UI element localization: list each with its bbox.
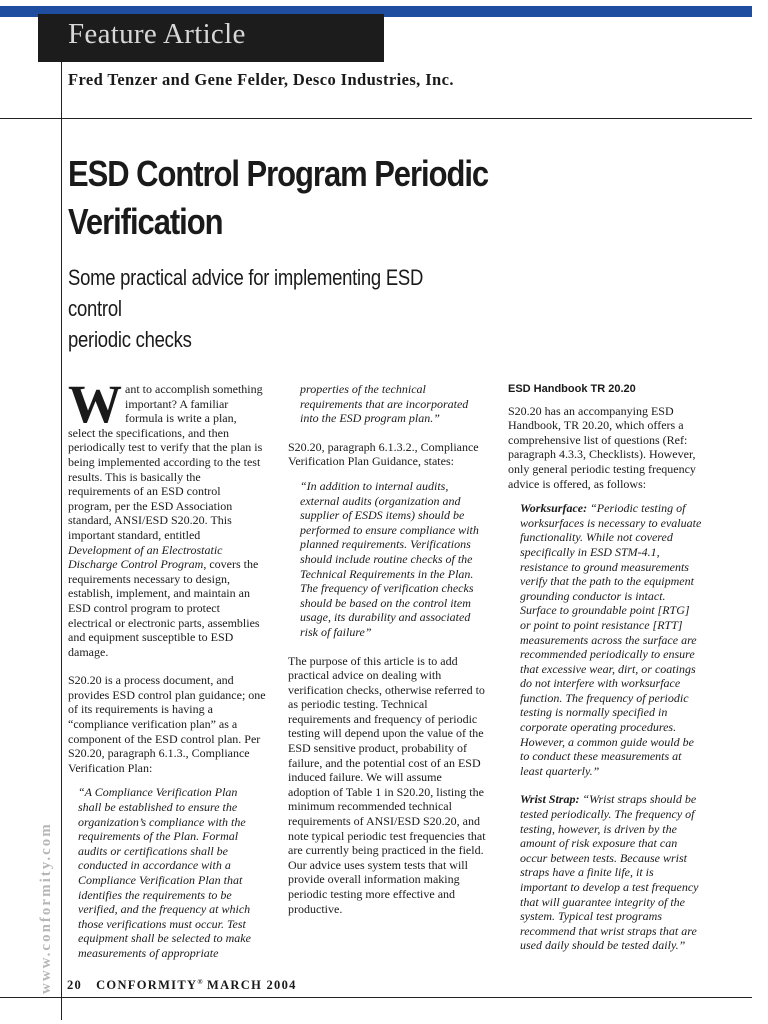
column-3 xyxy=(508,382,706,967)
block-quote: “In addition to internal audits, external audits (organization and supplier of ESDS items) should be performed to ensure compliance with planned requirements. Verifications should include routine checks of the Technical Requirements in the Plan. The frequency of verification checks should be based on the control item usage, its durability and associated risk of failure” xyxy=(300,478,479,639)
title-line-2: Verification xyxy=(68,201,223,242)
article-subtitle xyxy=(68,262,463,355)
intro-paragraph: Want to accomplish something important? A familiar formula is write a plan, select the specifications, and then periodically test to verify that the plan is being implemented according to the test results. This is basically the requirements of an ESD control program, per the ESD Association standard, ANSI/ESD S20.20. This important standard, entitled Development of an Electrostatic Discharge Control Program, covers the requirements necessary to design, establish, implement, and maintain an ESD control program to protect electrical or electronic parts, assemblies and equipment susceptible to ESD damage. xyxy=(68,374,263,659)
section-label: Feature Article xyxy=(68,18,246,50)
section-tag xyxy=(38,14,384,62)
page-footer xyxy=(67,978,297,993)
worksurface-quote: Worksurface: “Periodic testing of worksurfaces is necessary to evaluate functionality. While not covered specifically in ESD STM-4.1, resistance to ground measurements verify that the path to the equipment grounding conductor is intact. Surface to groundable point [RTG] or point to point resistance [RTT] measurements across the surface are recommended periodically to ensure that excessive wear, dirt, or coatings do not interfere with worksurface function. The frequency of periodic testing is normally specified in corporate operating procedures. However, a common guide would be to conduct these measurements at least quarterly.” xyxy=(520,501,702,778)
column-2 xyxy=(288,382,486,930)
body-paragraph: S20.20, paragraph 6.1.3.2., Compliance Verification Plan Guidance, states: xyxy=(288,439,479,469)
footer-rule xyxy=(0,997,752,998)
left-rule xyxy=(61,62,62,1020)
title-line-1: ESD Control Program Periodic xyxy=(68,153,489,194)
column-1 xyxy=(68,374,266,961)
article-title xyxy=(68,150,498,246)
website-sidebar-text: www.conformity.com xyxy=(38,822,54,994)
magazine-name: CONFORMITY xyxy=(96,978,198,993)
page-number: 20 xyxy=(67,978,83,993)
wrist-strap-quote: Wrist Strap: “Wrist straps should be tested periodically. The frequency of testing, however, is driven by the amount of risk exposure that can occur between tests. Because wrist straps have a finite life, it is important to develop a test frequency that will guarantee integrity of the system. Typical test programs recommend that wrist straps that are used daily should be tested daily.” xyxy=(520,792,699,953)
drop-cap: W xyxy=(68,374,122,434)
subtitle-line-2: periodic checks xyxy=(68,327,192,352)
section-heading: ESD Handbook TR 20.20 xyxy=(508,383,636,395)
body-paragraph: S20.20 is a process document, and provides ESD control plan guidance; one of its requirements is having a “compliance verification plan” as a component of the ESD control plan. Per S20.20, paragraph 6.1.3., Compliance Verification Plan: xyxy=(68,673,266,775)
subtitle-line-1: Some practical advice for implementing ESD control xyxy=(68,265,424,321)
authors-byline: Fred Tenzer and Gene Felder, Desco Industries, Inc. xyxy=(68,70,454,89)
block-quote-continued: properties of the technical requirements that are incorporated into the ESD program plan.” xyxy=(300,382,469,426)
registered-mark: ® xyxy=(197,978,203,986)
issue-date: MARCH 2004 xyxy=(206,978,297,993)
body-paragraph: The purpose of this article is to add practical advice on dealing with verification checks, otherwise referred to as periodic testing. Technical requirements and frequency of periodic testing will depend upon the value of the ESD sensitive product, probability of failure, and the potential cost of an ESD induced failure. We will assume adoption of Table 1 in S20.20, listing the minimum recommended technical requirements of ANSI/ESD S20.20, and note typical periodic test frequencies that are currently being practiced in the field. Our advice uses system tests that will provide overall information making periodic testing more effective and productive. xyxy=(288,653,486,916)
header-rule xyxy=(0,118,752,119)
body-paragraph: S20.20 has an accompanying ESD Handbook, TR 20.20, which offers a comprehensive list of questions (Ref: paragraph 4.3.3, Checklists). However, only general periodic testing frequency advice is offered, as follows: xyxy=(508,403,696,491)
block-quote: “A Compliance Verification Plan shall be established to ensure the organization’s compliance with the requirements of the Plan. Formal audits or certifications shall be conducted in accordance with a Compliance Verification Plan that identifies the requirements to be verified, and the frequency at which those verifications must occur. Test equipment shall be selected to make measurements of appropriate xyxy=(78,785,251,960)
